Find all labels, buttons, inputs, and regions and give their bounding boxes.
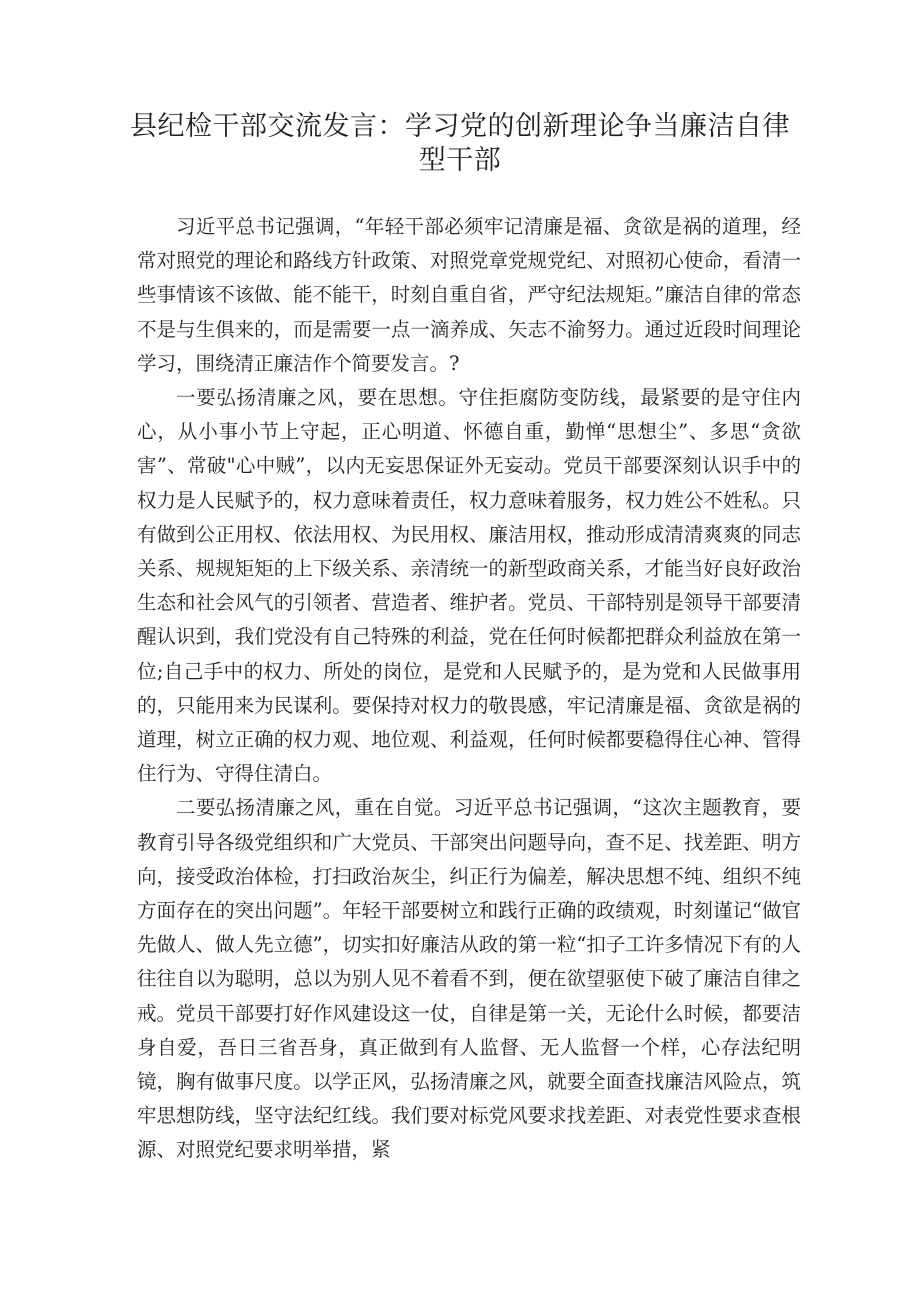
paragraph-intro: 习近平总书记强调，“年轻干部必须牢记清廉是福、贪欲是祸的道理，经常对照党的理论和路线方针政策、对照党章党规党纪、对照初心使命，看清一些事情该不该做、能不能干，时刻自重自省，严守纪法规矩。”廉洁自律的常态不是与生俱来的，而是需要一点一滴养成、矢志不渝努力。通过近段时间理论学习，围绕清正廉洁作个简要发言。? bbox=[137, 215, 801, 375]
paragraph-point-one: 一要弘扬清廉之风，要在思想。守住拒腐防变防线，最紧要的是守住内心，从小事小节上守起，正心明道、怀德自重，勤惮“思想尘”、多思“贪欲害”、常破"心中贼”，以内无妄思保证外无妄动。党员干部要深刻认识手中的权力是人民赋予的，权力意味着责任，权力意味着服务，权力姓公不姓私。只有做到公正用权、依法用权、为民用权、廉洁用权，推动形成清清爽爽的同志关系、规规矩矩的上下级关系、亲清统一的新型政商关系，才能当好良好政治生态和社会风气的引领者、营造者、维护者。党员、干部特别是领导干部要清醒认识到，我们党没有自己特殊的利益，党在任何时候都把群众利益放在第一位;自己手中的权力、所处的岗位，是党和人民赋予的，是为党和人民做事用的，只能用来为民谋利。要保持对权力的敬畏感，牢记清廉是福、贪欲是祸的道理，树立正确的权力观、地位观、利益观，任何时候都要稳得住心神、管得住行为、守得住清白。 bbox=[137, 386, 801, 786]
document-title: 县纪检干部交流发言：学习党的创新理论争当廉洁自律型干部 bbox=[130, 111, 790, 176]
document-body bbox=[137, 210, 801, 1168]
paragraph-point-two: 二要弘扬清廉之风，重在自觉。习近平总书记强调，“这次主题教育，要教育引导各级党组织和广大党员、干部突出问题导向，查不足、找差距、明方向，接受政治体检，打扫政治灰尘，纠正行为偏差，解决思想不纯、组织不纯方面存在的突出问题”。年轻干部要树立和践行正确的政绩观，时刻谨记“做官先做人、做人先立德”，切实扣好廉洁从政的第一粒“扣子工许多情况下有的人往往自以为聪明，总以为别人见不着看不到，便在欲望驱使下破了廉洁自律之戒。党员干部要打好作风建设这一仗，自律是第一关，无论什么时候，都要洁身自爱，吾日三省吾身，真正做到有人监督、无人监督一个样，心存法纪明镜，胸有做事尺度。以学正风，弘扬清廉之风，就要全面查找廉洁风险点，筑牢思想防线，坚守法纪红线。我们要对标党风要求找差距、对表党性要求查根源、对照党纪要求明举措，紧 bbox=[137, 796, 801, 1162]
